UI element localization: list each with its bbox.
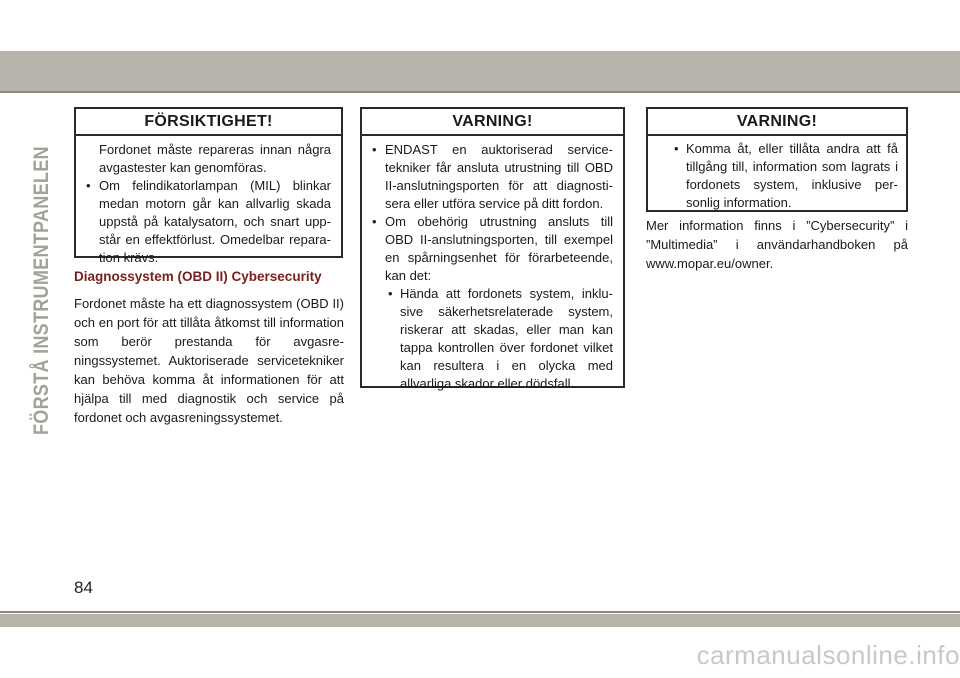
caution-item-text: Om felindikatorlampan (MIL) blinkar medan motorn går kan allvarlig skada uppstå på katalysatorn, och snart uppstår en effektförlust. Omedelbar reparation krävs.: [99, 178, 331, 265]
warning-item-text: Om obehörig utrustning ansluts till OBD II-anslutningsporten, till exempel en spårningsenhet för förarbeteende, kan det:: [385, 214, 613, 283]
warning-body: [362, 136, 623, 399]
warning-item: [372, 141, 613, 213]
warning-title: VARNING!: [648, 109, 906, 136]
warning-sub-item-text: Komma åt, eller tillåta andra att få tillgång till, information som lagrats i fordonets system, inklusive personlig information.: [686, 141, 898, 210]
bottom-band-line: [0, 611, 960, 613]
caution-title: FÖRSIKTIGHET!: [76, 109, 341, 136]
more-info-paragraph: Mer information finns i ”Cybersecurity” i ”Multimedia” i användarhandboken på www.mopar.eu/owner.: [646, 218, 908, 271]
top-band-line: [0, 91, 960, 93]
side-chapter-label: FÖRSTÅ INSTRUMENTPANELEN: [30, 146, 53, 436]
bullet-icon: •: [674, 141, 679, 156]
caution-box: [74, 107, 343, 265]
section-heading: Diagnossystem (OBD II) Cybersecurity: [74, 269, 322, 284]
warning-item: [372, 213, 613, 285]
caution-item-text: Fordonet måste repareras innan några avgastester kan genomföras.: [99, 142, 331, 175]
watermark: carmanualsonline.info: [696, 640, 960, 670]
bullet-icon: •: [372, 142, 377, 157]
bullet-icon: •: [372, 214, 377, 229]
caution-body: [76, 136, 341, 273]
warning-item-text: ENDAST en auktoriserad servicetekniker får ansluta utrustning till OBD II-anslutningsporten för att diagnostisera eller utföra service på ditt fordon.: [385, 142, 613, 211]
caution-item: [86, 141, 331, 177]
warning-sub-item: [372, 285, 613, 393]
top-band: [0, 51, 960, 91]
bullet-icon: •: [388, 286, 393, 301]
section-paragraph: Fordonet måste ha ett diagnossystem (OBD II) och en port för att tillåta åtkomst till information som berör prestanda för avgasreningssystemet. Auktoriserade servicetekniker kan behöva komma åt informationen för att hjälpa till med diagnostik och service på fordonet och avgasreningssystemet.: [74, 296, 344, 425]
warning-title: VARNING!: [362, 109, 623, 136]
warning-sub-item: [658, 140, 898, 212]
warning-body: [648, 136, 906, 218]
caution-item: [86, 177, 331, 267]
warning-sub-item-text: Hända att fordonets system, inklusive säkerhetsrelaterade system, riskerar att skadas, eller man kan tappa kontrollen över fordonet vilket kan resultera i en olycka med allvarliga skador eller dödsfall.: [400, 286, 613, 391]
warning-box-continued: [646, 107, 908, 212]
bottom-band: [0, 614, 960, 627]
bullet-icon: •: [86, 178, 91, 193]
page-number: 84: [74, 578, 93, 597]
warning-box: [360, 107, 625, 391]
